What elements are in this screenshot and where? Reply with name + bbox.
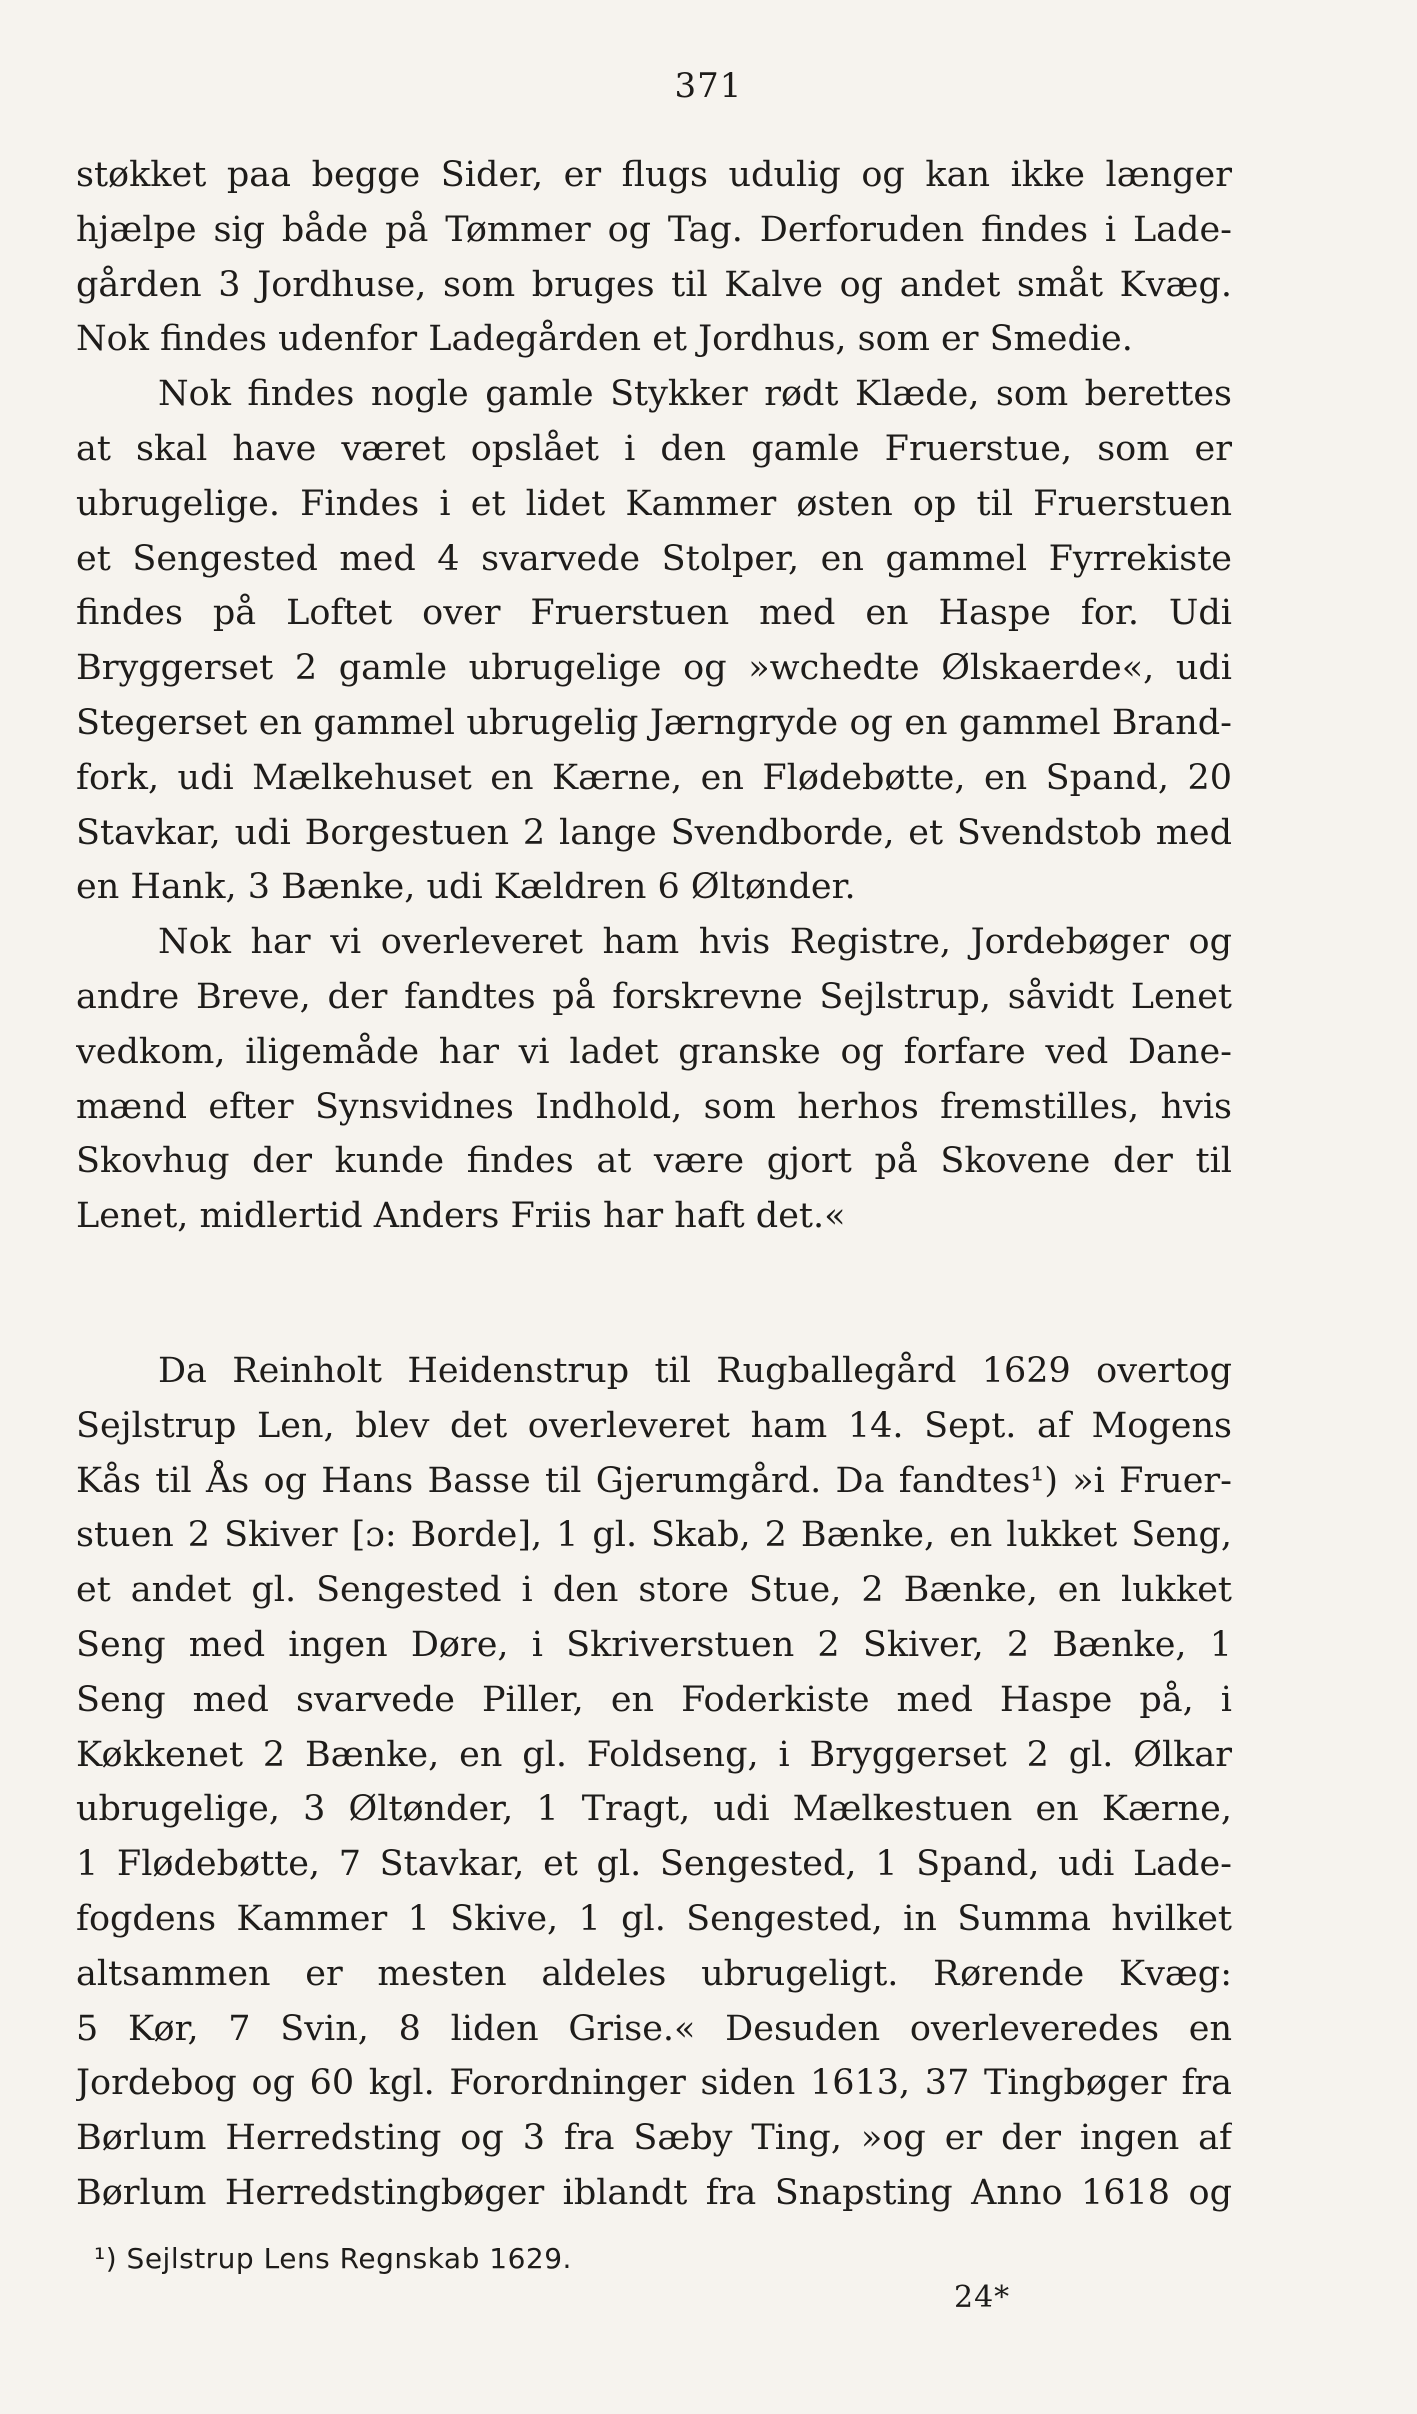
text-line: at skal have været opslået i den gamle Fruerstue, som er [76,428,1232,469]
text-line: Bryggerset 2 gamle ubrugelige og »wchedte Ølskaerde«, udi [76,648,1232,689]
text-line: et andet gl. Sengested i den store Stue, 2 Bænke, en lukket [76,1570,1232,1611]
text-line: Seng med svarvede Piller, en Foderkiste med Haspe på, i [76,1679,1232,1720]
text-line: mænd efter Synsvidnes Indhold, som herhos fremstilles, hvis [76,1086,1232,1127]
text-line: fork, udi Mælkehuset en Kærne, en Flødebøtte, en Spand, 20 [76,757,1232,798]
text-line: Stegerset en gammel ubrugelig Jærngryde og en gammel Brand- [76,702,1232,743]
text-line: Jordebog og 60 kgl. Forordninger siden 1613, 37 Tingbøger fra [76,2063,1232,2104]
body-text [76,148,1232,2221]
text-line: et Sengested med 4 svarvede Stolper, en gammel Fyrrekiste [76,538,1232,579]
text-line: Da Reinholt Heidenstrup til Rugballegård 1629 overtog [158,1350,1232,1391]
text-line: gården 3 Jordhuse, som bruges til Kalve og andet småt Kvæg. [76,264,1232,305]
footnote: ¹) Sejlstrup Lens Regnskab 1629. [94,2242,572,2275]
text-line: en Hank, 3 Bænke, udi Kældren 6 Øltønder. [76,867,856,908]
signature-mark: 24* [954,2280,1011,2315]
text-line: ubrugelige. Findes i et lidet Kammer østen op til Fruerstuen [76,483,1232,524]
text-line: hjælpe sig både på Tømmer og Tag. Derforuden findes i Lade- [76,209,1232,250]
text-line: støkket paa begge Sider, er flugs udulig og kan ikke længer [76,155,1232,195]
text-line: Stavkar, udi Borgestuen 2 lange Svendborde, et Svendstob med [76,812,1232,853]
paragraph-gap [76,1244,1232,1344]
text-line: Nok har vi overleveret ham hvis Registre, Jordebøger og [158,922,1232,963]
text-line: altsammen er mesten aldeles ubrugeligt. Rørende Kvæg: [76,1953,1232,1994]
text-line: Sejlstrup Len, blev det overleveret ham 14. Sept. af Mogens [76,1405,1232,1446]
text-line: Nok findes nogle gamle Stykker rødt Klæde, som berettes [158,374,1232,415]
text-line: vedkom, iligemåde har vi ladet granske og forfare ved Dane- [76,1031,1232,1072]
text-line: Lenet, midlertid Anders Friis har haft det.« [76,1196,846,1237]
text-line: Seng med ingen Døre, i Skriverstuen 2 Skiver, 2 Bænke, 1 [76,1624,1232,1665]
text-line: findes på Loftet over Fruerstuen med en Haspe for. Udi [76,593,1232,634]
text-line: Skovhug der kunde findes at være gjort på Skovene der til [76,1141,1232,1182]
text-line: Nok findes udenfor Ladegården et Jordhus, som er Smedie. [76,319,1133,360]
text-line: Børlum Herredstingbøger iblandt fra Snapsting Anno 1618 og [76,2172,1232,2213]
paragraph-4 [76,1344,1232,2221]
paragraph-1 [76,148,1232,367]
text-line: stuen 2 Skiver [ɔ: Borde], 1 gl. Skab, 2 Bænke, en lukket Seng, [76,1515,1232,1556]
page-number: 371 [674,66,743,106]
text-line: 5 Kør, 7 Svin, 8 liden Grise.« Desuden overleveredes en [76,2008,1232,2049]
paragraph-3 [76,915,1232,1244]
text-line: andre Breve, der fandtes på forskrevne Sejlstrup, såvidt Lenet [76,976,1232,1017]
text-line: fogdens Kammer 1 Skive, 1 gl. Sengested, in Summa hvilket [76,1898,1232,1939]
text-line: 1 Flødebøtte, 7 Stavkar, et gl. Sengested, 1 Spand, udi Lade- [76,1844,1232,1885]
text-line: ubrugelige, 3 Øltønder, 1 Tragt, udi Mælkestuen en Kærne, [76,1789,1232,1830]
text-line: Børlum Herredsting og 3 fra Sæby Ting, »og er der ingen af [76,2118,1232,2159]
paragraph-2 [76,367,1232,915]
text-line: Kås til Ås og Hans Basse til Gjerumgård. Da fandtes¹) »i Fruer- [76,1460,1232,1501]
text-line: Køkkenet 2 Bænke, en gl. Foldseng, i Bryggerset 2 gl. Ølkar [76,1734,1232,1775]
